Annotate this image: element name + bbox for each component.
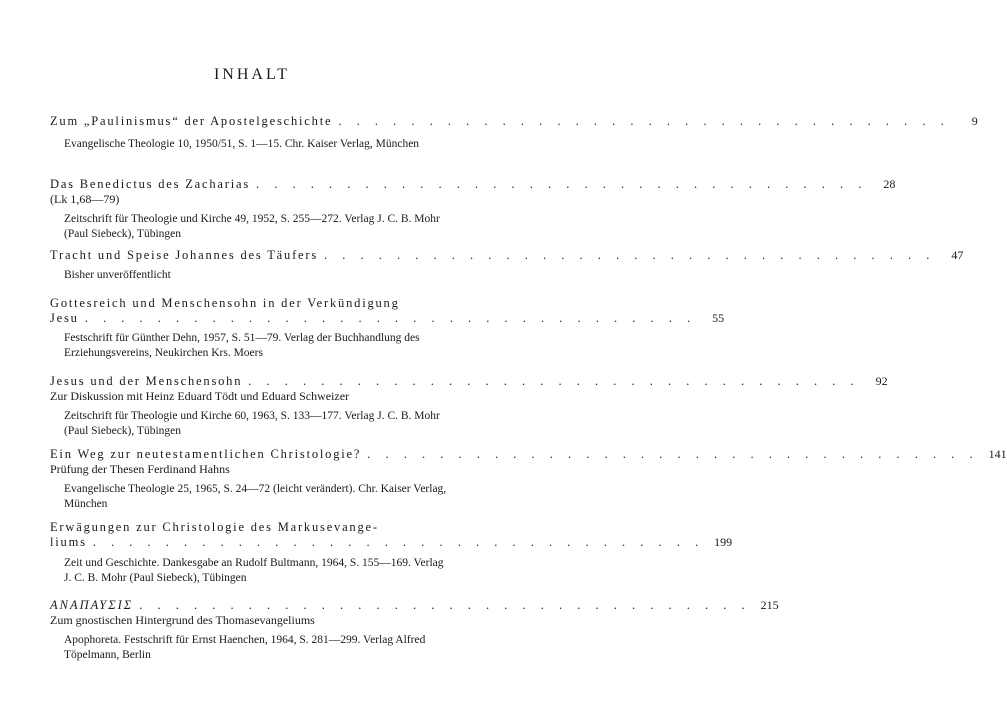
- dot-leader: . . . . . . . . . . . . . . . . . . . . . . . . . . . . . . . . . .: [92, 535, 705, 549]
- entry-subtitle: Zur Diskussion mit Heinz Eduard Tödt und Eduard Schweizer: [50, 389, 350, 403]
- page-number: 199: [714, 535, 733, 549]
- page-title: INHALT: [213, 66, 291, 83]
- dot-leader: . . . . . . . . . . . . . . . . . . . . . . . . . . . . . . . . . .: [324, 248, 936, 262]
- dot-leader: . . . . . . . . . . . . . . . . . . . . . . . . . . . . . . . . . .: [248, 374, 860, 388]
- entry-title-line: Gottesreich und Menschensohn in der Verkündigung: [50, 296, 400, 310]
- entry-title: Jesu: [50, 311, 79, 325]
- dot-leader: . . . . . . . . . . . . . . . . . . . . . . . . . . . . . . . . . .: [139, 598, 751, 612]
- page-number: 28: [883, 177, 896, 191]
- entry-title: liums: [50, 535, 87, 549]
- page-number: 141: [988, 447, 1007, 461]
- toc-entry: [50, 177, 896, 242]
- page-number: 55: [712, 311, 725, 325]
- toc-entry: [50, 248, 964, 283]
- entry-source: Bisher unveröffentlicht: [64, 269, 171, 281]
- entry-source: Zeit und Geschichte. Dankesgabe an Rudolf Bultmann, 1964, S. 155—169. Verlag J. C. B. Mohr (Paul Siebeck), Tübingen: [64, 557, 444, 584]
- entry-title: ΑΝΑΠΑΥΣΙΣ: [50, 598, 134, 612]
- entry-source: Evangelische Theologie 10, 1950/51, S. 1—15. Chr. Kaiser Verlag, München: [64, 138, 420, 150]
- toc-entry: [50, 374, 888, 439]
- entry-subtitle: Zum gnostischen Hintergrund des Thomasevangeliums: [50, 613, 315, 627]
- dot-leader: . . . . . . . . . . . . . . . . . . . . . . . . . . . . . . . . . .: [256, 177, 868, 191]
- dot-leader: . . . . . . . . . . . . . . . . . . . . . . . . . . . . . . . . . .: [338, 114, 950, 128]
- entry-title: Tracht und Speise Johannes des Täufers: [50, 248, 319, 262]
- entry-source: Zeitschrift für Theologie und Kirche 60, 1963, S. 133—177. Verlag J. C. B. Mohr (Paul Siebeck), Tübingen: [64, 410, 440, 437]
- entry-title: Zum „Paulinismus“ der Apostelgeschichte: [50, 114, 333, 128]
- page-number: 92: [875, 374, 888, 388]
- toc-entry: [50, 520, 733, 586]
- dot-leader: . . . . . . . . . . . . . . . . . . . . . . . . . . . . . . . . . .: [367, 447, 979, 461]
- entry-subtitle: (Lk 1,68—79): [50, 192, 120, 206]
- toc-entry: [50, 598, 779, 663]
- entry-source: Apophoreta. Festschrift für Ernst Haenchen, 1964, S. 281—299. Verlag Alfred Töpelmann, Berlin: [64, 634, 426, 661]
- toc-entry: [50, 296, 725, 361]
- page-number: 9: [971, 114, 978, 128]
- entry-title: Jesus und der Menschensohn: [50, 374, 243, 388]
- entry-subtitle: Prüfung der Thesen Ferdinand Hahns: [50, 462, 230, 476]
- toc-entry: [50, 114, 978, 152]
- dot-leader: . . . . . . . . . . . . . . . . . . . . . . . . . . . . . . . . . .: [84, 311, 697, 325]
- entry-title: Das Benedictus des Zacharias: [50, 177, 250, 191]
- entry-title-line: Erwägungen zur Christologie des Markusevange-: [50, 520, 379, 534]
- toc-entry: [50, 447, 1007, 512]
- page-number: 215: [760, 598, 779, 612]
- entry-source: Festschrift für Günther Dehn, 1957, S. 51—79. Verlag der Buchhandlung des Erziehungsvereins, Neukirchen Krs. Moers: [64, 332, 420, 359]
- entry-source: Zeitschrift für Theologie und Kirche 49, 1952, S. 255—272. Verlag J. C. B. Mohr (Paul Siebeck), Tübingen: [64, 213, 440, 240]
- entry-source: Evangelische Theologie 25, 1965, S. 24—72 (leicht verändert). Chr. Kaiser Verlag, München: [64, 483, 447, 510]
- entry-title: Ein Weg zur neutestamentlichen Christologie?: [50, 447, 362, 461]
- page-number: 47: [951, 248, 964, 262]
